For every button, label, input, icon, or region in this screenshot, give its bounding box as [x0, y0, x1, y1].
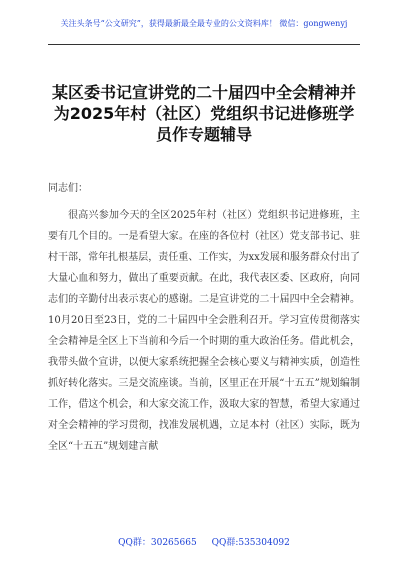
header-divider: [48, 44, 360, 45]
document-title: 某区委书记宣讲党的二十届四中全会精神并为2025年村（社区）党组织书记进修班学员作专题辅导: [51, 83, 356, 144]
footer: [0, 535, 408, 548]
footer-qq-group-2: QQ群:535304092: [211, 538, 290, 548]
header-promo-text: 关注头条号“公文研究”，获得最新最全最专业的公文资料库！ 微信：gongwenyj: [60, 19, 348, 28]
body-paragraph: 很高兴参加今天的全区2025年村（社区）党组织书记进修班，主要有几个目的。一是看望大家。在座的各位村（社区）党支部书记、驻村干部，常年扎根基层，责任重、工作实，为xx发展和服务群众付出了大量心血和努力，做出了重要贡献。在此，我代表区委、区政府，向同志们的辛勤付出表示衷心的感谢。二是宣讲党的二十届四中全会精神。10月20日至23日，党的二十届四中全会胜利召开。学习宣传贯彻落实全会精神是全区上下当前和今后一个时期的重大政治任务。借此机会，我带头做个宣讲，以便大家系统把握全会核心要义与精神实质，创造性抓好转化落实。三是交流座谈。当前，区里正在开展“十五五”规划编制工作，借这个机会，和大家交流工作，汲取大家的智慧，希望大家通过对全会精神的学习贯彻，找准发展机遇，立足本村（社区）实际，既为全区“十五五”规划建言献: [48, 210, 360, 452]
salutation: 同志们：: [48, 183, 88, 194]
document-body: [48, 178, 360, 457]
footer-qq-group-1: QQ群：30265665: [118, 538, 197, 548]
